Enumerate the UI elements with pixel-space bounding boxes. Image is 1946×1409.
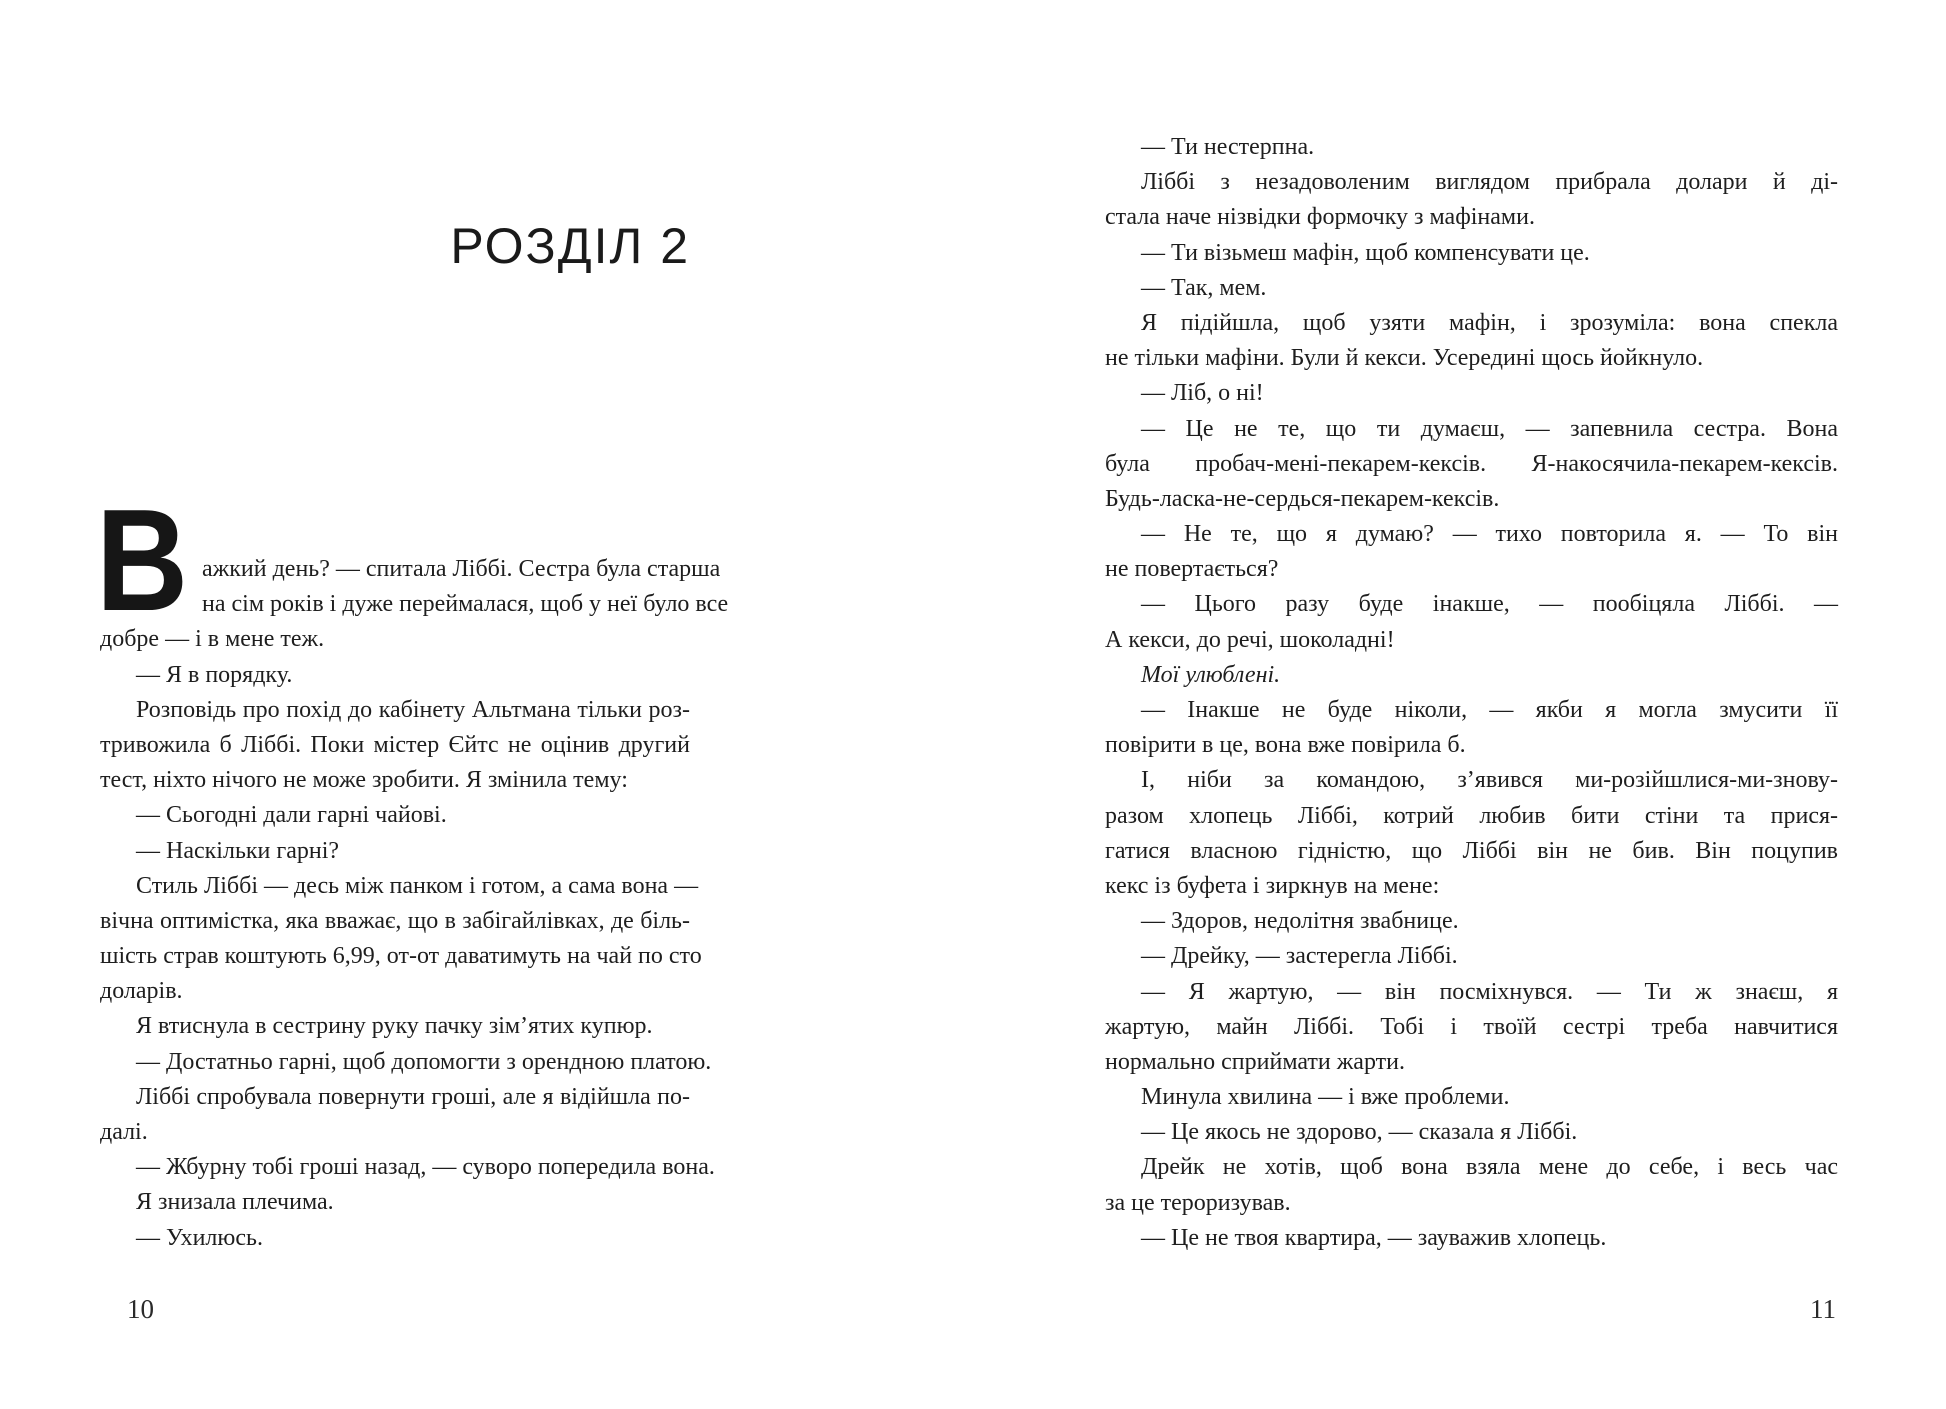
text-line: — Ти візьмеш мафін, щоб компенсувати це. — [1141, 239, 1590, 266]
text-line: Розповідь про похід до кабінету Альтмана тільки роз- — [136, 696, 690, 723]
text-line: — Це не те, що ти думаєш, — запевнила сестра. Вона — [1141, 415, 1838, 442]
text-line: — Це якось не здорово, — сказала я Ліббі. — [1141, 1119, 1578, 1146]
chapter-title: РОЗДІЛ 2 — [450, 218, 690, 274]
text-line: нормально сприймати жарти. — [1105, 1048, 1405, 1075]
text-line: доларів. — [100, 978, 183, 1005]
text-line: — Ліб, о ні! — [1141, 380, 1264, 407]
text-line: — Так, мем. — [1141, 274, 1267, 301]
text-line: за це тероризував. — [1105, 1189, 1291, 1216]
text-line: Будь-ласка-не-сердься-пекарем-кексів. — [1105, 485, 1500, 512]
text-line: Мої улюблені. — [1141, 661, 1281, 688]
text-line: шість страв коштують 6,99, от-от даватимуть на чай по сто — [100, 943, 702, 970]
text-line: — Цього разу буде інакше, — пообіцяла Ліббі. — — [1141, 591, 1838, 618]
text-line: — Ти нестерпна. — [1141, 134, 1315, 160]
text-line: Минула хвилина — і вже проблеми. — [1141, 1084, 1510, 1111]
text-line: Я знизала плечима. — [136, 1189, 334, 1216]
text-line: — Дрейку, — застерегла Ліббі. — [1141, 943, 1458, 970]
text-line: А кекси, до речі, шоколадні! — [1105, 626, 1395, 653]
text-line: Дрейк не хотів, щоб вона взяла мене до себе, і весь час — [1141, 1154, 1838, 1181]
text-line: стала наче нізвідки формочку з мафінами. — [1105, 204, 1535, 231]
text-line: Я підійшла, щоб узяти мафін, і зрозуміла: вона спекла — [1141, 309, 1838, 336]
text-line: — Достатньо гарні, щоб допомогти з орендною платою. — [136, 1048, 712, 1075]
text-line: жартую, майн Ліббі. Тобі і твоїй сестрі треба навчитися — [1105, 1013, 1838, 1040]
text-line: гатися власною гідністю, що Ліббі він не бив. Він поцупив — [1105, 837, 1838, 864]
text-line: кекс із буфета і зиркнув на мене: — [1105, 872, 1440, 899]
page-number-left: 10 — [127, 1294, 154, 1324]
left-page-text — [100, 552, 729, 1256]
text-line: — Це не твоя квартира, — зауважив хлопець. — [1141, 1224, 1607, 1251]
text-line: — Сьогодні дали гарні чайові. — [136, 802, 447, 829]
text-line: — Ухилюсь. — [136, 1224, 263, 1251]
text-line: — Я жартую, — він посміхнувся. — Ти ж знаєш, я — [1141, 978, 1838, 1005]
text-line: — Здоров, недолітня звабнице. — [1141, 908, 1459, 935]
text-line: не повертається? — [1105, 556, 1279, 583]
text-line: — Наскільки гарні? — [136, 837, 340, 864]
text-line: тест, ніхто нічого не може зробити. Я змінила тему: — [100, 767, 628, 794]
text-line: — Не те, що я думаю? — тихо повторила я. — То він — [1141, 521, 1838, 548]
text-line: разом хлопець Ліббі, котрий любив бити стіни та прися- — [1105, 802, 1838, 829]
right-page-text — [1105, 130, 1838, 1256]
text-line: І, ніби за командою, з’явився ми-розійшлися-ми-знову- — [1141, 767, 1838, 794]
text-line: ажкий день? — спитала Ліббі. Сестра була старша — [202, 556, 721, 582]
text-line: — Жбурну тобі гроші назад, — суворо попередила вона. — [136, 1154, 715, 1181]
text-line: повірити в це, вона вже повірила б. — [1105, 732, 1466, 759]
drop-cap-letter: В — [96, 479, 189, 641]
text-line: добре — і в мене теж. — [100, 626, 325, 653]
text-line: на сім років і дуже переймалася, щоб у неї було все — [202, 591, 729, 618]
text-line: тривожила б Ліббі. Поки містер Єйтс не оцінив другий — [100, 731, 690, 758]
text-line: — Інакше не буде ніколи, — якби я могла змусити її — [1141, 697, 1838, 723]
text-line: Ліббі спробувала повернути гроші, але я відійшла по- — [136, 1083, 690, 1110]
text-line: вічна оптимістка, яка вважає, що в забігайлівках, де біль- — [100, 907, 690, 934]
page-number-right: 11 — [1810, 1294, 1836, 1324]
text-line: далі. — [100, 1119, 148, 1145]
text-line: Я втиснула в сестрину руку пачку зім’ятих купюр. — [136, 1013, 653, 1040]
text-line: не тільки мафіни. Були й кекси. Усередині щось йойкнуло. — [1105, 345, 1704, 372]
text-line: — Я в порядку. — [136, 661, 293, 688]
text-line: Стиль Ліббі — десь між панком і готом, а сама вона — — [136, 872, 699, 899]
text-line: була пробач-мені-пекарем-кексів. Я-накосячила-пекарем-кексів. — [1105, 450, 1838, 477]
text-line: Ліббі з незадоволеним виглядом прибрала долари й ді- — [1141, 169, 1838, 196]
